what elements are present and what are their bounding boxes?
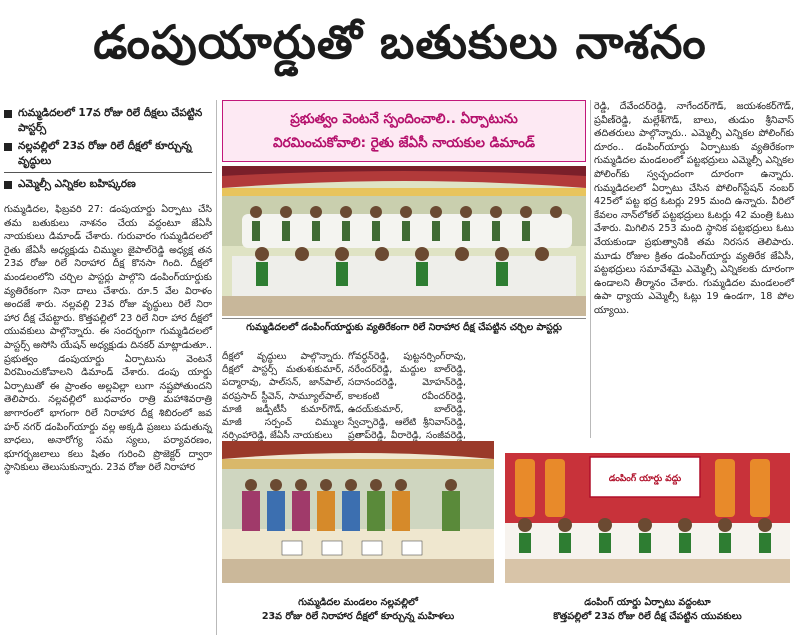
highlight-text: ఎమ్మెల్సీ ఎన్నికల బహిష్కరణ — [18, 178, 136, 190]
article-column-middle: గోవర్ధన్‌రెడ్డి, పుట్టనర్సింగ్‌రావు, నరేందర్‌రెడ్డి, మద్దుల బాల్‌రెడ్డి, సదానందరెడ్డి, మోహన్‌రెడ్డి, కాలకంటి రవీందర్‌రెడ్డి, ఉదయ్‌కుమార్, బాల్‌రెడ్డి, స్వేచ్ఛారెడ్డి, ఆలేటి శ్రీనివాస్‌రెడ్డి, ప్రతాప్‌రెడ్డి, వీరారెడ్డి, సంజీవరెడ్డి, — [348, 351, 466, 442]
photo-caption: గుమ్మడిదలలో డంపింగ్‌యార్డుకు వ్యతిరేకంగా రిలే నిరాహార దీక్ష చేపట్టిన చర్చిల పాస్టర్లు — [222, 318, 586, 335]
article-column-middle: దీక్షలో వృద్ధులు పాల్గొన్నారు. దీక్షలో పాస్టర్స్ మతుశుకుమార్, పద్మారావు, పాల్‌సన్, జాన్‌పాల్, వరప్రసాద్ స్టీవెన్, సామ్యూల్‌పాల్, మాజీ జడ్పీటీసీ కుమార్‌గౌడ్, మాజీ సర్పంచ్ చిమ్ముల నర్సింహారెడ్డి, జేఏసీ నాయకులు — [222, 351, 344, 442]
highlight-text: నల్లవల్లిలో 23వ రోజు రిలే దీక్షలో కూర్చున్న వృద్ధులు — [18, 140, 192, 167]
highlight-item — [4, 177, 212, 192]
photo-caption-line: 23వ రోజు రిలే నిరాహార దీక్షలో కూర్చున్న మహిళలు — [261, 611, 455, 622]
article-column-right: రెడ్డి, దేవేందర్‌రెడ్డి, నాగేందర్‌గౌడ్, జయశంకర్‌గౌడ్, ప్రవీణ్‌రెడ్డి, మల్లేశ్‌గౌడ్, బాలు, తుడుం శ్రీనివాస్ తదితరులు పాల్గొన్నారు.. ఎమ్మెల్సీ ఎన్నికల పోలింగ్‌కు దూరం.. డంపింగ్‌యార్డు ఏర్పాటుకు వ్యతిరేకంగా గుమ్మడిదల మండలంలో పట్టభద్రులు ఎమ్మెల్సీ ఎన్నికల పోలింగ్‌కు స్వచ్ఛందంగా దూరంగా ఉన్నారు. గుమ్మడిదలలో ఏర్పాటు చేసిన పోలింగ్‌స్టేషన్ నంబర్ 425లో పట్ట భద్ర ఓటర్లు 295 మంది ఉన్నారు. వీరిలో కేవలం నాన్‌లోకల్ పట్టభద్రులు ఓటర్లు 42 మంత్రి ఓటు వేశారు. మిగిలిన 253 మంది స్థానిక పట్టభద్రులు ఓటు వేయకుండా ప్రభుత్వానికి తమ నిరసన తెలిపారు. మూడు రోజుల క్రితం డంపింగ్‌యార్డు వ్యతిరేక జేఏసీ, పట్టభద్రులు సమావేశమై ఎమ్మెల్సీ ఎన్నికలకు దూరంగా ఉండాలని తీర్మానం చేశారు. గుమ్మడిదల మండలంలో ఉపా ధ్యాయ ఎమ్మెల్సీ ఓట్లు 19 ఉండగా, 18 పోల య్యాయి. — [594, 101, 794, 316]
highlight-item — [4, 106, 212, 136]
highlight-item — [4, 139, 212, 169]
column-rule — [590, 100, 591, 438]
photo-caption-line: కొత్తపల్లిలో 23వ రోజు రిలే దీక్ష చేపట్టిన యువకులు — [553, 611, 742, 622]
photo-caption — [222, 596, 494, 624]
bullet-square-icon — [4, 181, 12, 189]
banner-text: డంపింగ్ యార్డు వద్దు — [608, 474, 682, 484]
photo-youth-protest — [505, 441, 790, 583]
photo-women-protest — [222, 441, 494, 583]
photo-illustration — [222, 441, 494, 583]
subheadline-line: విరమించుకోవాలి: రైతు జేఏసీ నాయకుల డిమాండ్ — [273, 135, 535, 151]
highlight-text: గుమ్మడిదలలో 17వ రోజు రిలే దీక్షలు చేపట్టిన పాస్టర్స్ — [18, 107, 203, 134]
bullet-square-icon — [4, 110, 12, 118]
highlights-box — [4, 106, 212, 195]
photo-illustration — [505, 441, 790, 583]
photo-caption-line: గుమ్మడిదల మండలం నల్లవల్లిలో — [298, 597, 418, 608]
bullet-square-icon — [4, 143, 12, 151]
divider — [4, 172, 212, 173]
page-headline: డంపుయార్డుతో బతుకులు నాశనం — [93, 15, 707, 69]
article-column-left: గుమ్మడిదల, ఫిబ్రవరి 27: డంపుయార్డు ఏర్పాటు చేసి తమ బతుకులు నాశనం చేయ వద్దంటూ జేఏసీ నాయకులు డిమాండ్ చేశారు. గురువారం గుమ్మడిదలలో రైతు జేఏసీ అధ్యక్షుడు చిమ్ముల జైపాల్‌రెడ్డి అధ్యక్ష తన 23వ రోజు రిలే నిరాహార దీక్ష కొనసా గింది. దీక్షలో మండలంలోని చర్చిల పాస్టర్లు పాల్గొని డంపింగ్‌యార్డుకు వ్యతిరేకంగా నినా దాలు చేశారు. రూ.5 వేల విరాళం అందజే శారు. నల్లవల్లి 23వ రోజు వృద్ధులు రిలే నిరా హార దీక్ష చేపట్టారు. కొత్తపల్లిలో 23 రిలే నిరా హార దీక్షలో యువకులు పాల్గొన్నారు. ఈ సందర్భంగా గుమ్మడిదలలో పాస్టర్స్ అసోసి యేషన్ అధ్యక్షుడు దినకర్ మాట్లాడుతూ.. ప్రభుత్వం డంపుయార్డు ఏర్పాటును వెంటనే విరమించుకోవాలని డిమాండ్ చేశారు. డంపు యార్డు ఏర్పాటుతో ఈ ప్రాంతం అల్లవిల్లా లుగా నష్టపోతుందని తెలిపారు. నల్లవల్లిలో బుధవారం రాత్రి మహాశివరాత్రి జాగారంలో భాగంగా రిలే నిరాహార దీక్ష శిబిరంలో జవ హర్ నగర్ డంపింగ్‌యార్డు వల్ల అక్కడి ప్రజలు పడుతున్న బాధలు, అనారోగ్య సమ స్యలు, పర్యావరణం, భూగర్భజలాలు కలు షితం గురించి ప్రొజెక్టర్ ద్వారా స్థానికులు తెలుసుకున్నారు. 23వ రోజు రిలే నిరాహార — [4, 204, 212, 474]
photo-illustration — [222, 166, 586, 316]
subheadline-box — [222, 100, 586, 162]
subheadline-line: ప్రభుత్వం వెంటనే స్పందించాలి.. ఏర్పాటును — [290, 111, 518, 127]
column-rule — [216, 100, 217, 635]
photo-caption-line: డంపింగ్ యార్డు ఏర్పాటు వద్దంటూ — [584, 597, 711, 608]
photo-pastors-protest — [222, 166, 586, 316]
photo-caption — [505, 596, 790, 624]
